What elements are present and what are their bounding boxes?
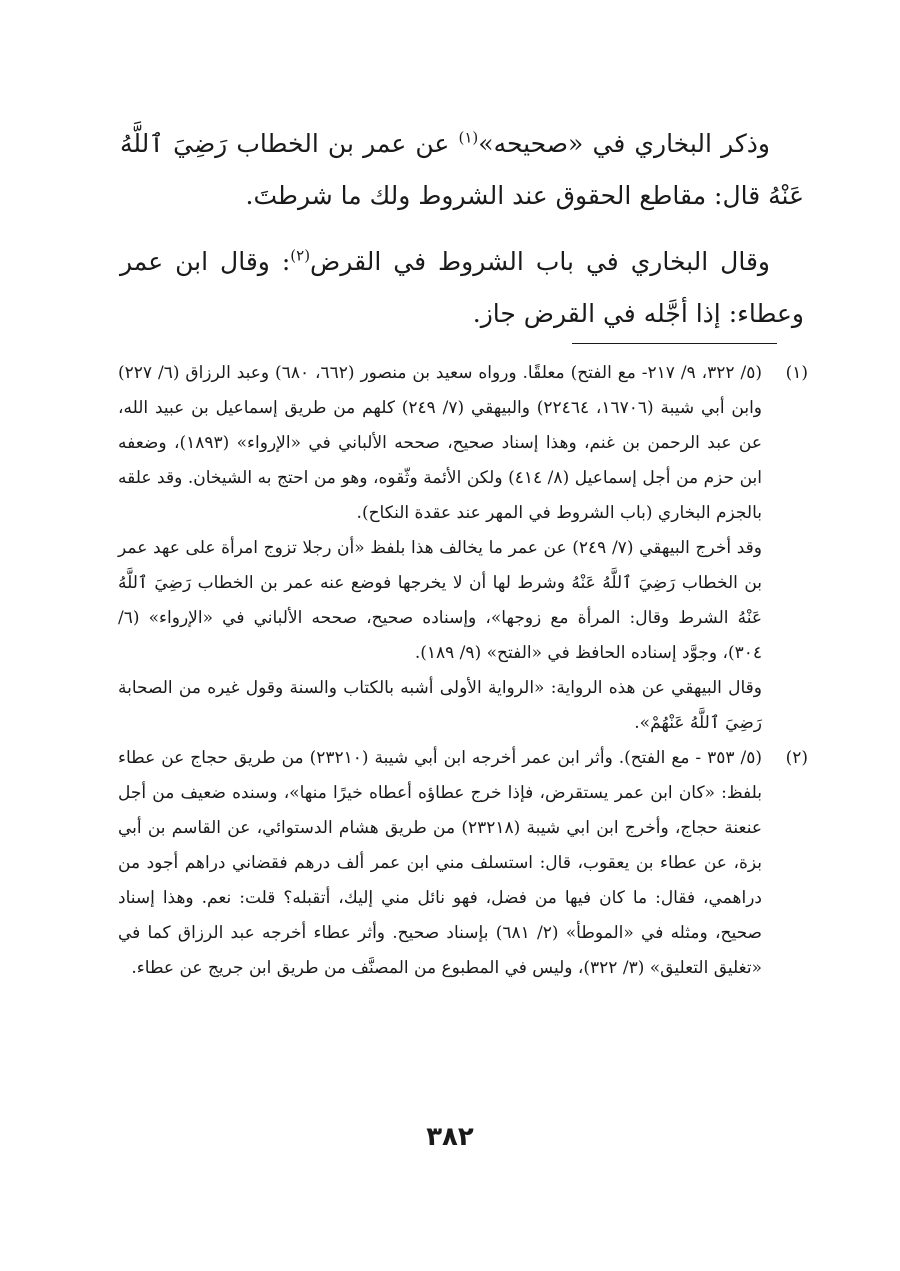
main-paragraph-2-text-b: : وقال ابن عمر وعطاء: إذا أجَّله في القرض جاز. [120, 247, 804, 328]
footnote-paragraph: وقد أخرج البيهقي (٧/ ٢٤٩) عن عمر ما يخالف هذا بلفظ «أن رجلا تزوج امرأة على عهد عمر بن الخطاب رَضِيَ ٱللَّهُ عَنْهُ وشرط لها أن لا يخرجها فوضع عنه عمر بن الخطاب رَضِيَ ٱللَّهُ عَنْهُ الشرط وقال: المرأة مع زوجها»، وإسناده صحيح، صححه الألباني في «الإرواء» (٦/ ٣٠٤)، وجوَّد إسناده الحافظ في «الفتح» (٩/ ١٨٩). [118, 538, 762, 663]
main-paragraph-2 [120, 236, 804, 340]
footnote-1 [118, 356, 808, 741]
main-text [120, 118, 804, 354]
footnotes [118, 356, 808, 986]
main-paragraph-1 [120, 118, 804, 222]
footnote-number: (٢) [785, 748, 808, 768]
footnote-reference-1[interactable]: (١) [458, 128, 479, 147]
footnote-reference-2[interactable]: (٢) [290, 246, 311, 265]
main-paragraph-1-text-b: عن عمر بن الخطاب رَضِيَ ٱللَّهُ عَنْهُ قال: مقاطع الحقوق عند الشروط ولك ما شرطتَ. [120, 129, 804, 210]
footnote-paragraph: وقال البيهقي عن هذه الرواية: «الرواية الأولى أشبه بالكتاب والسنة وقول غيره من الصحابة رَضِيَ ٱللَّهُ عَنْهُمْ». [118, 678, 762, 733]
footnote-number: (١) [785, 363, 808, 383]
main-paragraph-2-text-a: وقال البخاري في باب الشروط في القرض [310, 247, 770, 276]
footnote-paragraph: (٥/ ٣٢٢، ٩/ ٢١٧- مع الفتح) معلقًا. ورواه سعيد بن منصور (٦٦٢، ٦٨٠) وعبد الرزاق (٦/ ٢٢٧) وابن أبي شيبة (١٦٧٠٦، ٢٢٤٦٤) والبيهقي (٧/ ٢٤٩) كلهم من طريق إسماعيل بن عبيد الله، عن عبد الرحمن بن غنم، وهذا إسناد صحيح، صححه الألباني في «الإرواء» (١٨٩٣)، وضعفه ابن حزم من أجل إسماعيل (٨/ ٤١٤) ولكن الأئمة وثّقوه، وهو من احتج به الشيخان. وقد علقه بالجزم البخاري (باب الشروط في المهر عند عقدة النكاح). [118, 363, 763, 523]
page-number: ٣٨٢ [426, 1122, 474, 1152]
main-paragraph-1-text-a: وذكر البخاري في «صحيحه» [478, 129, 770, 158]
footnote-separator [572, 343, 777, 344]
footnote-2 [118, 741, 808, 986]
footnote-paragraph: (٥/ ٣٥٣ - مع الفتح). وأثر ابن عمر أخرجه ابن أبي شيبة (٢٣٢١٠) من طريق حجاج عن عطاء بلفظ: «كان ابن عمر يستقرض، فإذا خرج عطاؤه أعطاه خيرًا منها»، وسنده ضعيف من أجل عنعنة حجاج، وأخرج ابن ابي شيبة (٢٣٢١٨) من طريق هشام الدستوائي، عن القاسم بن أبي بزة، عن عطاء بن يعقوب، قال: استسلف مني ابن عمر ألف درهم فقضاني دراهم أجود من دراهمي، فقال: ما كان فيها من فضل، فهو نائل مني إليك، أتقبله؟ قلت: نعم. وهذا إسناد صحيح، ومثله في «الموطأ» (٢/ ٦٨١) بإسناد صحيح. وأثر عطاء أخرجه عبد الرزاق كما في «تغليق التعليق» (٣/ ٣٢٢)، وليس في المطبوع من المصنَّف من طريق ابن جريج عن عطاء. [118, 748, 763, 978]
